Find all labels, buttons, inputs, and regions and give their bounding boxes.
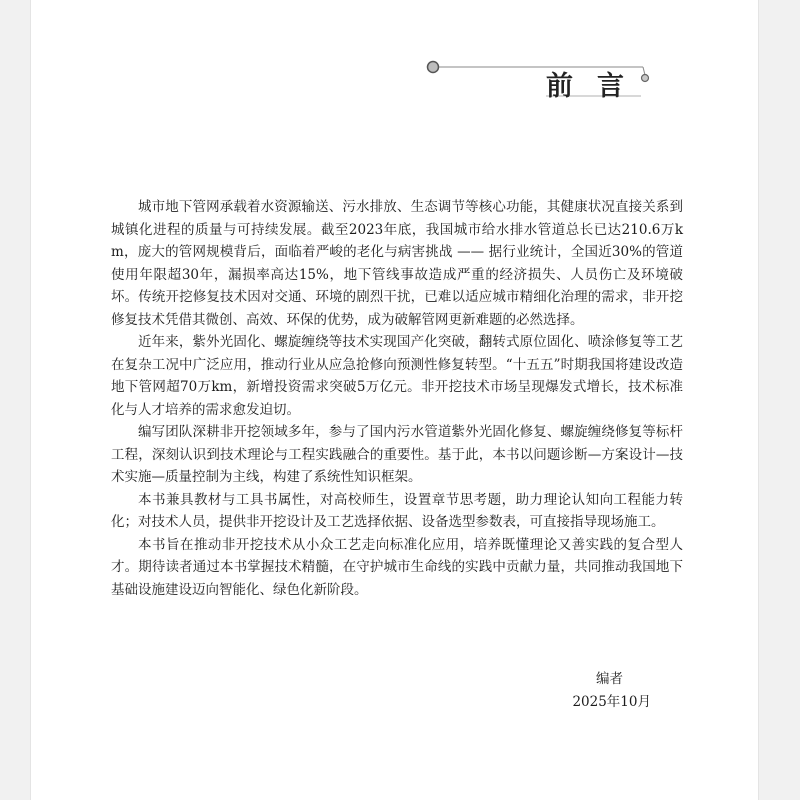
paragraph: 近年来，紫外光固化、螺旋缠绕等技术实现国产化突破，翻转式原位固化、喷涂修复等工艺在复杂工况中广泛应用，推动行业从应急抢修向预测性修复转型。“十五五”时期我国将建设改造地下管网超70万km，新增投资需求突破5万亿元。非开挖技术市场呈现爆发式增长，技术标准化与人才培养的需求愈发迫切。 <box>111 334 683 418</box>
page-title: 前言 <box>546 71 648 102</box>
paragraph: 本书兼具教材与工具书属性，对高校师生，设置章节思考题，助力理论认知向工程能力转化；对技术人员，提供非开挖设计及工艺选择依据、设备选型参数表，可直接指导现场施工。 <box>111 491 683 530</box>
heading-ornament <box>31 0 758 110</box>
author-label: 编者 <box>596 671 623 687</box>
paragraph: 本书旨在推动非开挖技术从小众工艺走向标准化应用，培养既懂理论又善实践的复合型人才。期待读者通过本书掌握技术精髓，在守护城市生命线的实践中贡献力量，共同推动我国地下基础设施建设迈向智能化、绿色化新阶段。 <box>111 536 683 598</box>
paragraph: 编写团队深耕非开挖领域多年，参与了国内污水管道紫外光固化修复、螺旋缠绕修复等标杆工程，深刻认识到技术理论与工程实践融合的重要性。基于此，本书以问题诊断—方案设计—技术实施—质量控制为主线，构建了系统性知识框架。 <box>111 424 683 485</box>
signature-block <box>511 668 651 714</box>
document-page <box>30 0 759 800</box>
date-label: 2025年10月 <box>572 694 651 710</box>
preface-body <box>111 196 683 601</box>
paragraph: 城市地下管网承载着水资源输送、污水排放、生态调节等核心功能，其健康状况直接关系到城镇化进程的质量与可持续发展。截至2023年底，我国城市给水排水管道总长已达210.6万km，庞大的管网规模背后，面临着严峻的老化与病害挑战 —— 据行业统计，全国近30%的管道使用年限超30年，漏损率高达15%，地下管线事故造成严重的经济损失、人员伤亡及环境破坏。传统开挖修复技术因对交通、环境的剧烈干扰，已难以适应城市精细化治理的需求，非开挖修复技术凭借其微创、高效、环保的优势，成为破解管网更新难题的必然选择。 <box>111 199 683 328</box>
